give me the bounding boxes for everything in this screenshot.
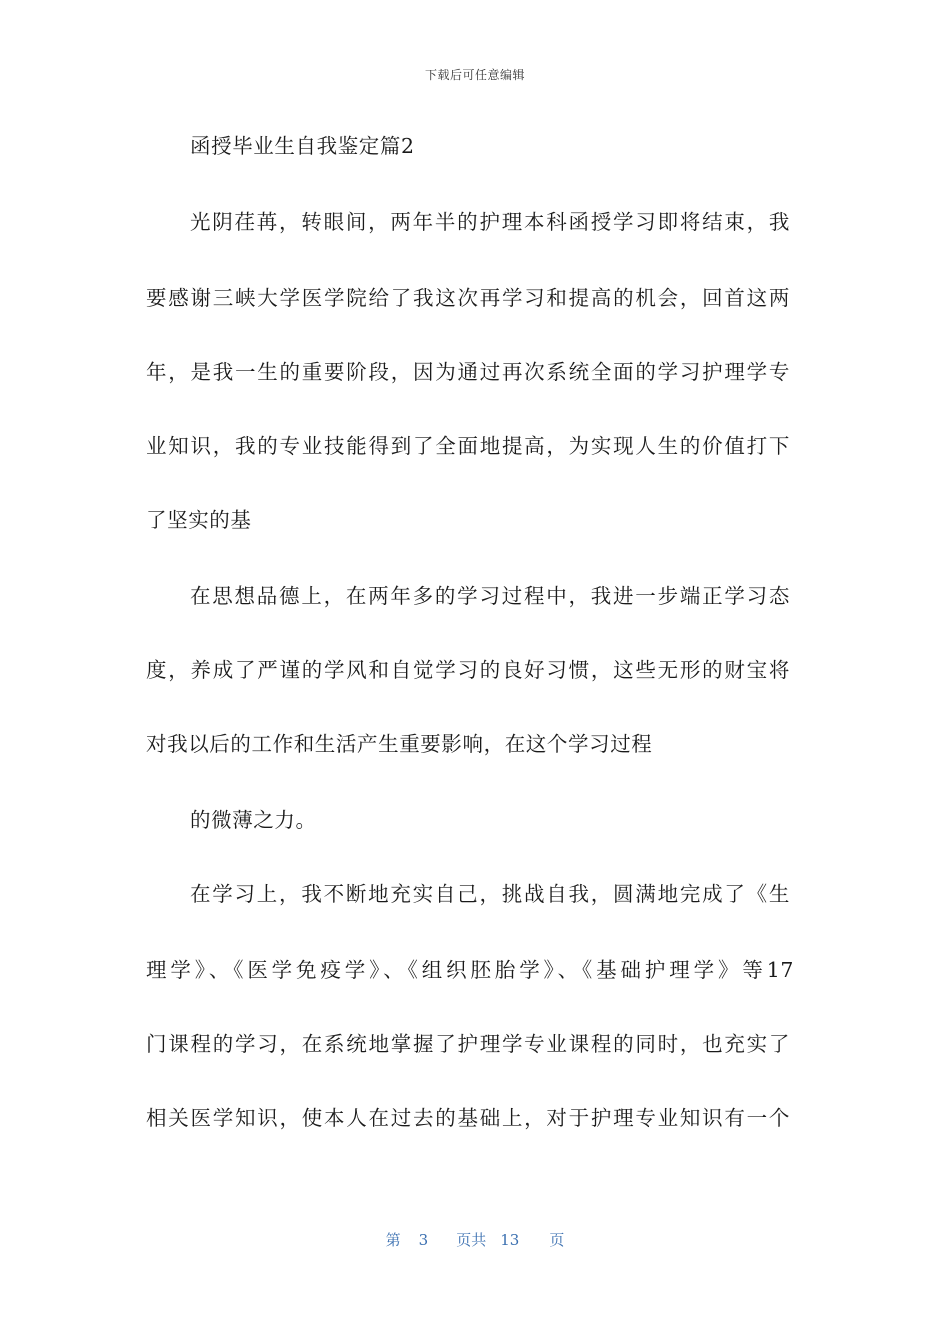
paragraph-line: 相关医学知识，使本人在过去的基础上，对于护理专业知识有一个 (146, 1106, 790, 1130)
page-middle: 页共 (456, 1231, 487, 1249)
page-prefix: 第 (385, 1231, 401, 1249)
paragraph-line: 要感谢三峡大学医学院给了我这次再学习和提高的机会，回首这两 (146, 286, 790, 310)
paragraph-line: 门课程的学习，在系统地掌握了护理学专业课程的同时，也充实了 (146, 1032, 790, 1056)
paragraph-line: 年，是我一生的重要阶段，因为通过再次系统全面的学习护理学专 (146, 360, 790, 384)
paragraph-line: 光阴荏苒，转眼间，两年半的护理本科函授学习即将结束，我 (190, 210, 790, 234)
total-pages: 13 (500, 1231, 520, 1249)
page-number: 3 (418, 1231, 429, 1249)
paragraph-line: 在学习上，我不断地充实自己，挑战自我，圆满地完成了《生 (190, 882, 790, 906)
page-footer (0, 1229, 950, 1250)
paragraph-line: 了坚实的基 (146, 508, 252, 532)
paragraph-line: 的微薄之力。 (190, 808, 317, 832)
paragraph-line: 度，养成了严谨的学风和自觉学习的良好习惯，这些无形的财宝将 (146, 658, 790, 682)
page-header: 下载后可任意编辑 (424, 68, 525, 82)
page-suffix: 页 (549, 1231, 565, 1249)
paragraph-line: 理学》、《医学免疫学》、《组织胚胎学》、《基础护理学》等17 (146, 958, 794, 982)
paragraph-line: 对我以后的工作和生活产生重要影响，在这个学习过程 (146, 732, 653, 756)
paragraph-line: 在思想品德上，在两年多的学习过程中，我进一步端正学习态 (190, 584, 790, 608)
document-title: 函授毕业生自我鉴定篇2 (190, 134, 415, 158)
paragraph-line: 业知识，我的专业技能得到了全面地提高，为实现人生的价值打下 (146, 434, 790, 458)
